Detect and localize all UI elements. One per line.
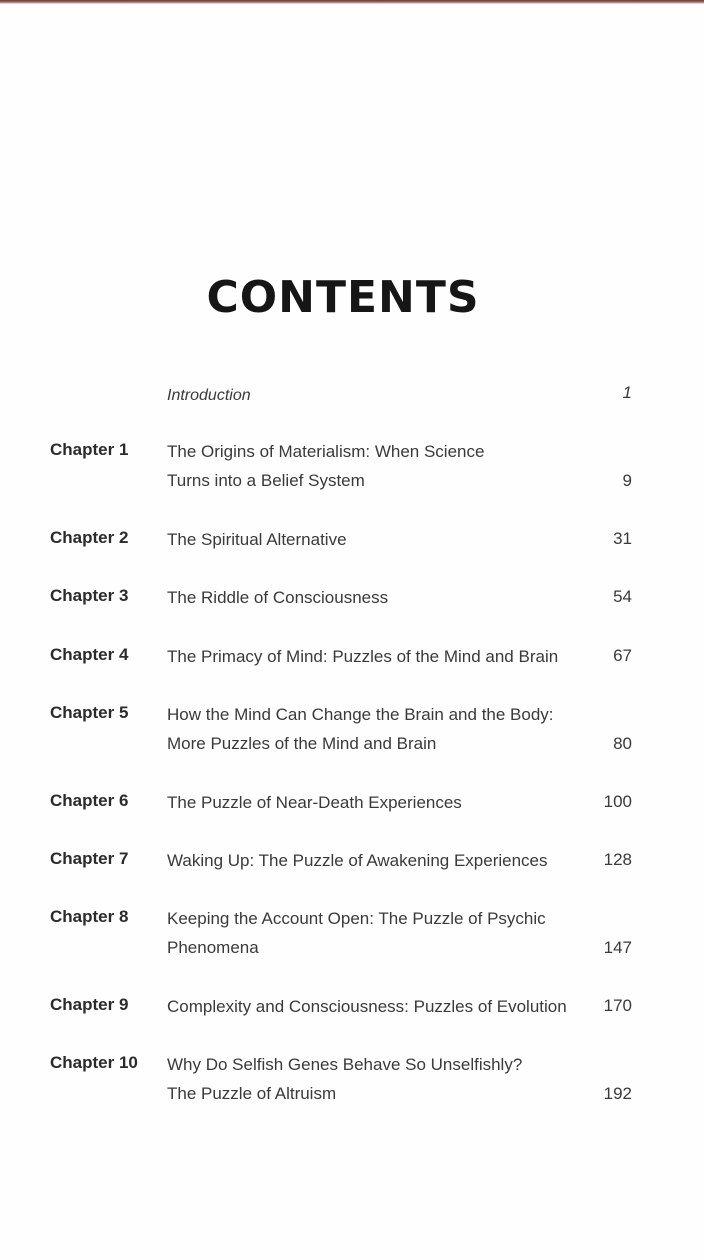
entry-title-line: Complexity and Consciousness: Puzzles of Evolution: [167, 997, 567, 1016]
page-number: 67: [613, 646, 632, 665]
entry-title-line: The Puzzle of Near-Death Experiences: [167, 793, 462, 812]
page-number: 80: [613, 734, 632, 753]
entry-title: [167, 381, 587, 410]
page-title: CONTENTS: [206, 272, 480, 323]
page-number: 54: [613, 587, 632, 606]
chapter-label: Chapter 1: [50, 440, 129, 459]
chapter-label: Chapter 5: [50, 703, 129, 722]
entry-title-line: Waking Up: The Puzzle of Awakening Experiences: [167, 851, 548, 870]
entry-title: [167, 904, 587, 962]
entry-title: [167, 700, 587, 758]
page-number: 147: [603, 938, 632, 957]
page-number: 31: [613, 529, 632, 548]
entry-title-line: Keeping the Account Open: The Puzzle of Psychic: [167, 909, 546, 928]
entry-title: [167, 642, 587, 671]
chapter-label: Chapter 6: [50, 791, 129, 810]
page-top-edge: [0, 0, 704, 4]
entry-title-line: How the Mind Can Change the Brain and the Body:: [167, 705, 554, 724]
chapter-label: Chapter 8: [50, 907, 129, 926]
entry-title-line: More Puzzles of the Mind and Brain: [167, 734, 437, 753]
chapter-label: Chapter 3: [50, 586, 129, 605]
entry-title: [167, 525, 587, 554]
entry-title-line: Introduction: [167, 387, 251, 404]
page-number: 192: [603, 1084, 632, 1103]
entry-title-line: The Origins of Materialism: When Science: [167, 442, 485, 461]
chapter-label: Chapter 9: [50, 995, 129, 1014]
chapter-label: Chapter 10: [50, 1053, 138, 1072]
page-number: 170: [603, 996, 632, 1015]
entry-title-line: Why Do Selfish Genes Behave So Unselfishly?: [167, 1055, 523, 1074]
entry-title-line: The Primacy of Mind: Puzzles of the Mind and Brain: [167, 647, 559, 666]
chapter-label: Chapter 4: [50, 645, 129, 664]
chapter-label: Chapter 2: [50, 528, 129, 547]
entry-title-line: The Riddle of Consciousness: [167, 588, 389, 607]
entry-title: [167, 1050, 587, 1108]
entry-title-line: The Spiritual Alternative: [167, 530, 347, 549]
entry-title: [167, 846, 587, 875]
entry-title-line: Phenomena: [167, 938, 259, 957]
page-number: 9: [622, 471, 632, 490]
entry-title-line: The Puzzle of Altruism: [167, 1084, 337, 1103]
page-number: 128: [603, 850, 632, 869]
entry-title: [167, 788, 587, 817]
page-number: 1: [622, 383, 632, 402]
entry-title: [167, 992, 587, 1021]
entry-title: [167, 583, 587, 612]
page-number: 100: [603, 792, 632, 811]
entry-title: [167, 437, 587, 495]
entry-title-line: Turns into a Belief System: [167, 471, 365, 490]
chapter-label: Chapter 7: [50, 849, 129, 868]
